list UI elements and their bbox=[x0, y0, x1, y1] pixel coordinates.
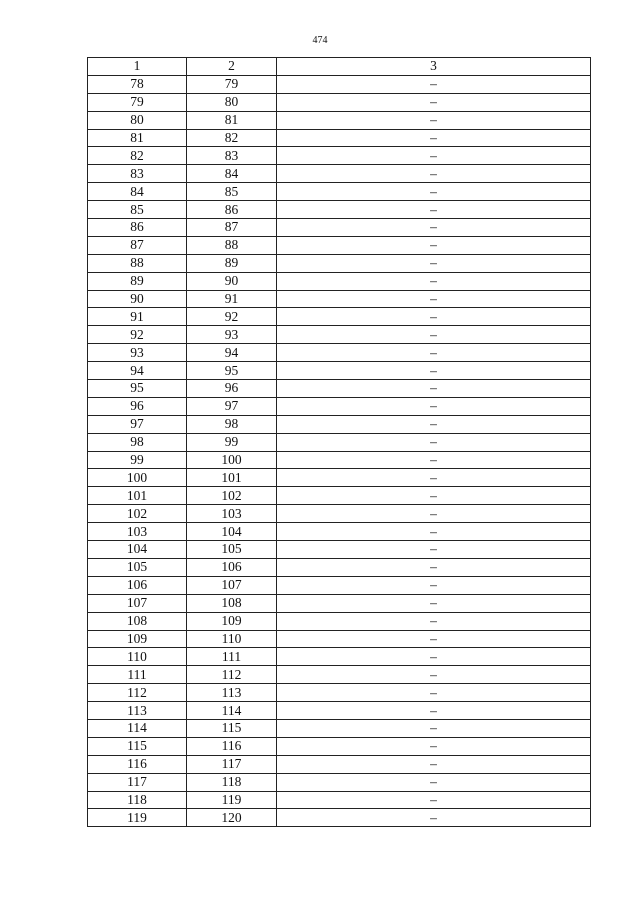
table-cell: 105 bbox=[187, 541, 277, 559]
table-row bbox=[88, 254, 591, 272]
table-cell: 97 bbox=[187, 397, 277, 415]
table-cell: 85 bbox=[88, 201, 187, 219]
table-cell: 111 bbox=[88, 666, 187, 684]
column-header: 1 bbox=[88, 58, 187, 76]
table-cell: – bbox=[277, 755, 591, 773]
table-cell: 118 bbox=[187, 773, 277, 791]
table-cell: 89 bbox=[187, 254, 277, 272]
table-row bbox=[88, 165, 591, 183]
table-cell: – bbox=[277, 541, 591, 559]
table-cell: – bbox=[277, 809, 591, 827]
table-row bbox=[88, 111, 591, 129]
table-cell: 105 bbox=[88, 558, 187, 576]
table-cell: 107 bbox=[187, 576, 277, 594]
table-cell: – bbox=[277, 702, 591, 720]
table-row bbox=[88, 75, 591, 93]
table-row bbox=[88, 326, 591, 344]
table-cell: 106 bbox=[88, 576, 187, 594]
table-cell: 96 bbox=[88, 397, 187, 415]
table-cell: 99 bbox=[187, 433, 277, 451]
table-row bbox=[88, 684, 591, 702]
table-cell: – bbox=[277, 254, 591, 272]
table-cell: 85 bbox=[187, 183, 277, 201]
table-cell: 88 bbox=[187, 236, 277, 254]
table-cell: 84 bbox=[187, 165, 277, 183]
page-number: 474 bbox=[312, 35, 328, 46]
table-cell: – bbox=[277, 111, 591, 129]
table-cell: – bbox=[277, 612, 591, 630]
table-cell: 90 bbox=[88, 290, 187, 308]
table-row bbox=[88, 397, 591, 415]
table-row bbox=[88, 344, 591, 362]
table-cell: 87 bbox=[88, 236, 187, 254]
table-cell: 83 bbox=[187, 147, 277, 165]
table-cell: 117 bbox=[187, 755, 277, 773]
table-row bbox=[88, 219, 591, 237]
table-cell: 98 bbox=[187, 415, 277, 433]
table-cell: 112 bbox=[88, 684, 187, 702]
table-cell: – bbox=[277, 773, 591, 791]
table-cell: 116 bbox=[88, 755, 187, 773]
table-row bbox=[88, 487, 591, 505]
table-row bbox=[88, 737, 591, 755]
table-cell: 103 bbox=[187, 505, 277, 523]
table-row bbox=[88, 648, 591, 666]
table-cell: – bbox=[277, 594, 591, 612]
table-row bbox=[88, 791, 591, 809]
table-cell: – bbox=[277, 791, 591, 809]
table-row bbox=[88, 469, 591, 487]
table-cell: – bbox=[277, 272, 591, 290]
table-cell: – bbox=[277, 75, 591, 93]
table-row bbox=[88, 201, 591, 219]
table-cell: 111 bbox=[187, 648, 277, 666]
table-row bbox=[88, 183, 591, 201]
table-row bbox=[88, 415, 591, 433]
table-cell: 83 bbox=[88, 165, 187, 183]
table-cell: – bbox=[277, 684, 591, 702]
table-cell: 95 bbox=[187, 362, 277, 380]
table-row bbox=[88, 576, 591, 594]
column-header: 3 bbox=[277, 58, 591, 76]
data-table bbox=[87, 57, 591, 827]
table-row bbox=[88, 505, 591, 523]
table-cell: – bbox=[277, 648, 591, 666]
table-cell: 92 bbox=[88, 326, 187, 344]
table-cell: – bbox=[277, 666, 591, 684]
table-cell: – bbox=[277, 451, 591, 469]
table-row bbox=[88, 523, 591, 541]
table-cell: – bbox=[277, 397, 591, 415]
table-cell: 119 bbox=[88, 809, 187, 827]
table-row bbox=[88, 558, 591, 576]
table-cell: – bbox=[277, 183, 591, 201]
data-table-container bbox=[87, 57, 590, 827]
table-row bbox=[88, 93, 591, 111]
table-cell: 92 bbox=[187, 308, 277, 326]
table-row bbox=[88, 236, 591, 254]
table-cell: 102 bbox=[187, 487, 277, 505]
table-row bbox=[88, 666, 591, 684]
table-cell: 94 bbox=[187, 344, 277, 362]
table-row bbox=[88, 541, 591, 559]
table-cell: 91 bbox=[187, 290, 277, 308]
table-cell: 112 bbox=[187, 666, 277, 684]
table-cell: – bbox=[277, 147, 591, 165]
table-cell: 82 bbox=[187, 129, 277, 147]
table-cell: 113 bbox=[187, 684, 277, 702]
table-cell: 113 bbox=[88, 702, 187, 720]
table-cell: 96 bbox=[187, 380, 277, 398]
table-cell: 94 bbox=[88, 362, 187, 380]
table-row bbox=[88, 129, 591, 147]
table-cell: 89 bbox=[88, 272, 187, 290]
table-row bbox=[88, 594, 591, 612]
table-cell: 101 bbox=[88, 487, 187, 505]
table-cell: – bbox=[277, 630, 591, 648]
table-body bbox=[88, 75, 591, 826]
table-cell: 108 bbox=[187, 594, 277, 612]
column-header: 2 bbox=[187, 58, 277, 76]
table-cell: – bbox=[277, 487, 591, 505]
table-cell: 86 bbox=[187, 201, 277, 219]
table-cell: 120 bbox=[187, 809, 277, 827]
table-cell: 80 bbox=[187, 93, 277, 111]
table-cell: 117 bbox=[88, 773, 187, 791]
table-cell: 108 bbox=[88, 612, 187, 630]
table-cell: 104 bbox=[187, 523, 277, 541]
table-row bbox=[88, 290, 591, 308]
table-cell: 110 bbox=[187, 630, 277, 648]
table-cell: – bbox=[277, 719, 591, 737]
table-cell: 86 bbox=[88, 219, 187, 237]
table-cell: 91 bbox=[88, 308, 187, 326]
table-cell: 79 bbox=[88, 93, 187, 111]
table-cell: 114 bbox=[88, 719, 187, 737]
table-cell: 118 bbox=[88, 791, 187, 809]
table-cell: 119 bbox=[187, 791, 277, 809]
table-cell: 93 bbox=[187, 326, 277, 344]
table-row bbox=[88, 380, 591, 398]
table-cell: – bbox=[277, 505, 591, 523]
table-cell: – bbox=[277, 93, 591, 111]
table-row bbox=[88, 433, 591, 451]
table-cell: 101 bbox=[187, 469, 277, 487]
table-row bbox=[88, 272, 591, 290]
table-cell: – bbox=[277, 290, 591, 308]
table-row bbox=[88, 362, 591, 380]
table-cell: – bbox=[277, 326, 591, 344]
table-cell: 90 bbox=[187, 272, 277, 290]
table-cell: 100 bbox=[187, 451, 277, 469]
table-cell: 84 bbox=[88, 183, 187, 201]
table-row bbox=[88, 702, 591, 720]
table-cell: – bbox=[277, 558, 591, 576]
table-cell: 88 bbox=[88, 254, 187, 272]
table-cell: – bbox=[277, 165, 591, 183]
table-cell: – bbox=[277, 308, 591, 326]
table-cell: 102 bbox=[88, 505, 187, 523]
table-cell: 103 bbox=[88, 523, 187, 541]
table-cell: – bbox=[277, 344, 591, 362]
table-row bbox=[88, 147, 591, 165]
table-cell: 87 bbox=[187, 219, 277, 237]
table-cell: 109 bbox=[88, 630, 187, 648]
table-cell: 110 bbox=[88, 648, 187, 666]
table-row bbox=[88, 630, 591, 648]
table-row bbox=[88, 809, 591, 827]
table-cell: 82 bbox=[88, 147, 187, 165]
table-cell: – bbox=[277, 737, 591, 755]
table-cell: – bbox=[277, 236, 591, 254]
table-cell: – bbox=[277, 201, 591, 219]
table-cell: 114 bbox=[187, 702, 277, 720]
table-cell: – bbox=[277, 219, 591, 237]
table-cell: 99 bbox=[88, 451, 187, 469]
table-cell: 116 bbox=[187, 737, 277, 755]
table-cell: 93 bbox=[88, 344, 187, 362]
table-cell: 78 bbox=[88, 75, 187, 93]
table-row bbox=[88, 451, 591, 469]
table-row bbox=[88, 755, 591, 773]
table-cell: 106 bbox=[187, 558, 277, 576]
table-row bbox=[88, 719, 591, 737]
table-cell: 95 bbox=[88, 380, 187, 398]
table-cell: 109 bbox=[187, 612, 277, 630]
table-cell: 98 bbox=[88, 433, 187, 451]
table-cell: 81 bbox=[88, 129, 187, 147]
table-cell: 115 bbox=[187, 719, 277, 737]
table-cell: 100 bbox=[88, 469, 187, 487]
table-cell: 104 bbox=[88, 541, 187, 559]
table-cell: 107 bbox=[88, 594, 187, 612]
table-row bbox=[88, 308, 591, 326]
table-header-row bbox=[88, 58, 591, 76]
table-cell: – bbox=[277, 576, 591, 594]
table-cell: – bbox=[277, 433, 591, 451]
table-cell: 80 bbox=[88, 111, 187, 129]
table-cell: – bbox=[277, 380, 591, 398]
table-cell: 81 bbox=[187, 111, 277, 129]
table-cell: – bbox=[277, 469, 591, 487]
table-row bbox=[88, 773, 591, 791]
table-cell: – bbox=[277, 129, 591, 147]
table-cell: – bbox=[277, 362, 591, 380]
table-row bbox=[88, 612, 591, 630]
table-cell: 79 bbox=[187, 75, 277, 93]
table-cell: 97 bbox=[88, 415, 187, 433]
table-cell: – bbox=[277, 523, 591, 541]
table-cell: 115 bbox=[88, 737, 187, 755]
table-cell: – bbox=[277, 415, 591, 433]
